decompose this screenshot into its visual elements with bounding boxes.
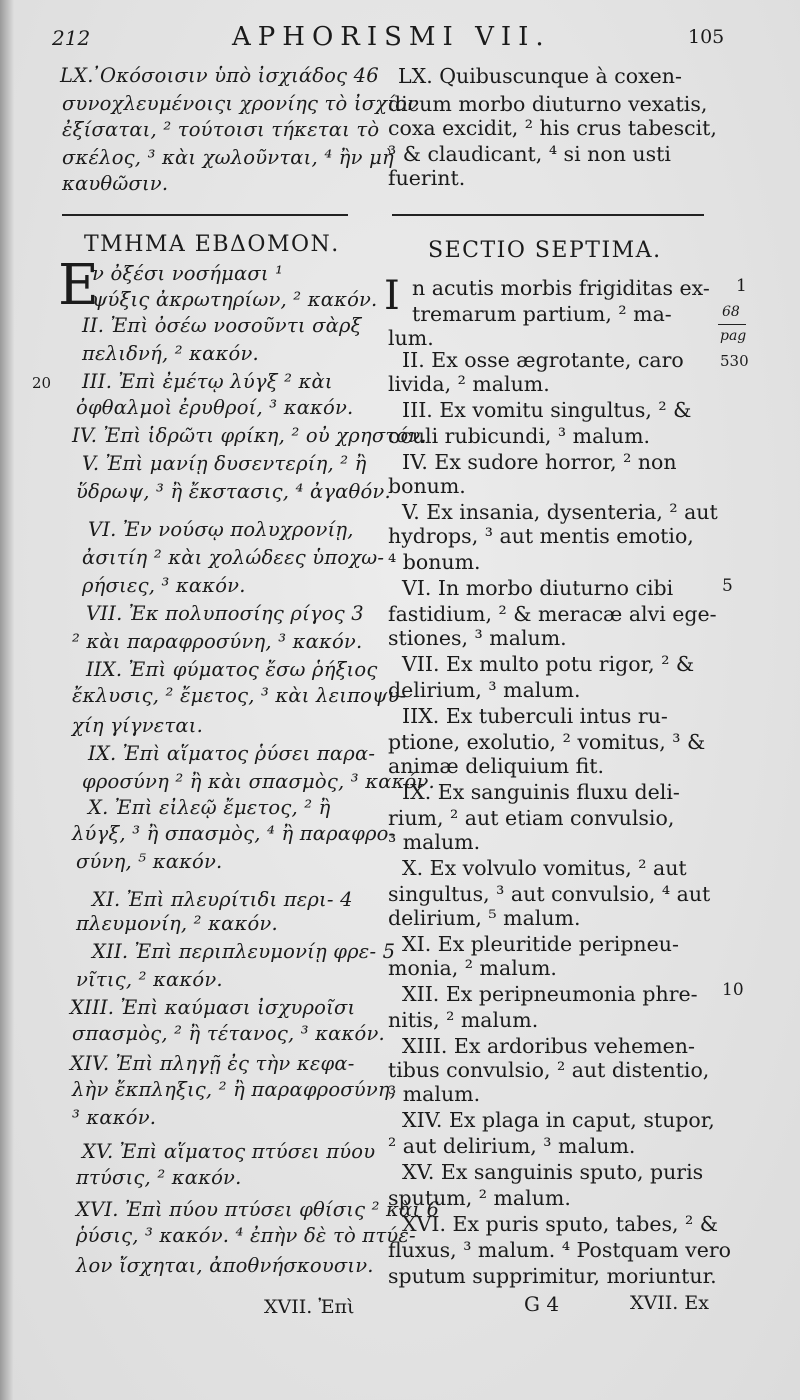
greek-body-line: ἔκλυσις, ² ἔμετος, ³ κὰι λειποψυ- bbox=[72, 684, 407, 707]
signature-mark: G 4 bbox=[524, 1292, 560, 1316]
greek-body-line: IX. Ἐπὶ αἵματος ῥύσει παρα- bbox=[88, 742, 376, 765]
greek-body-line: ἀσιτίη ² κὰι χολώδεες ὑποχω- bbox=[82, 546, 385, 569]
greek-body-line: λύγξ, ³ ἢ σπασμὸς, ⁴ ἢ παραφρο- bbox=[72, 822, 396, 845]
greek-body-line: VI. Ἐν νούσῳ πολυχρονίῃ, bbox=[88, 518, 354, 541]
greek-body-line: ψύξις ἀκρωτηρίων, ² κακόν. bbox=[92, 288, 378, 311]
greek-body-line: σπασμὸς, ² ἢ τέτανος, ³ κακόν. bbox=[72, 1022, 385, 1045]
greek-body-line: πλευμονίη, ² κακόν. bbox=[76, 912, 278, 935]
greek-body-line: XVI. Ἐπὶ πύου πτύσει φθίσις ² κὰι 6 bbox=[76, 1198, 440, 1221]
latin-body-line: delirium, ³ malum. bbox=[388, 678, 581, 702]
greek-body-line: IV. Ἐπὶ ἱδρῶτι φρίκη, ² οὐ χρηστόν. bbox=[72, 424, 427, 447]
latin-body-line: ³ malum. bbox=[388, 830, 481, 854]
latin-body-line: nitis, ² malum. bbox=[388, 1008, 539, 1032]
latin-body-line: VI. In morbo diuturno cibi bbox=[402, 576, 674, 600]
greek-body-line: ν ὀξέσι νοσήμασι ¹ bbox=[92, 262, 284, 285]
latin-section-title: SECTIO SEPTIMA. bbox=[428, 238, 662, 263]
greek-body-line: σύνη, ⁵ κακόν. bbox=[76, 850, 223, 873]
margin-page-ref: 68 bbox=[722, 304, 740, 320]
latin-body-line: delirium, ⁵ malum. bbox=[388, 906, 581, 930]
latin-body-line: sputum, ² malum. bbox=[388, 1186, 571, 1210]
greek-body-line: φροσύνη ² ἢ κὰι σπασμὸς, ³ κακόν. bbox=[82, 770, 435, 793]
greek-body-line: ὕδρωψ, ³ ἢ ἔκστασις, ⁴ ἀγαθόν. bbox=[76, 480, 391, 503]
latin-section-rule bbox=[392, 214, 704, 216]
latin-body-line: X. Ex volvulo vomitus, ² aut bbox=[402, 856, 687, 880]
latin-body-line: animæ deliquium fit. bbox=[388, 754, 605, 778]
latin-body-line: stiones, ³ malum. bbox=[388, 626, 567, 650]
latin-body-line: tremarum partium, ² ma- bbox=[412, 302, 672, 326]
latin-top-line: LX. Quibuscunque à coxen- bbox=[398, 64, 682, 88]
greek-body-line: χίη γίγνεται. bbox=[72, 714, 204, 737]
greek-body-line: XV. Ἐπὶ αἵματος πτύσει πύου bbox=[82, 1140, 376, 1163]
margin-number-5: 5 bbox=[722, 576, 733, 596]
latin-body-line: livida, ² malum. bbox=[388, 372, 550, 396]
page-number-left: 212 bbox=[52, 26, 91, 50]
latin-body-line: rium, ² aut etiam convulsio, bbox=[388, 806, 675, 830]
greek-body-line: V. Ἐπὶ μανίῃ δυσεντερίη, ² ἢ bbox=[82, 452, 367, 475]
greek-catchword: XVII. Ἐπὶ bbox=[264, 1296, 355, 1318]
latin-body-line: ⁴ bonum. bbox=[388, 550, 481, 574]
greek-body-line: ρήσιες, ³ κακόν. bbox=[82, 574, 246, 597]
greek-body-line: XII. Ἐπὶ περιπλευμονίῃ φρε- 5 bbox=[92, 940, 396, 963]
latin-top-line: fuerint. bbox=[388, 166, 466, 190]
greek-body-line: XI. Ἐπὶ πλευρίτιδι περι- 4 bbox=[92, 888, 353, 911]
latin-top-line: ³ & claudicant, ⁴ si non usti bbox=[388, 142, 671, 166]
margin-page-rule bbox=[718, 324, 746, 325]
latin-body-line: bonum. bbox=[388, 474, 466, 498]
greek-top-line: καυθῶσιν. bbox=[62, 172, 169, 195]
latin-body-line: XVI. Ex puris sputo, tabes, ² & bbox=[402, 1212, 718, 1236]
margin-pag-label: pag bbox=[720, 328, 747, 344]
latin-body-line: XIV. Ex plaga in caput, stupor, bbox=[402, 1108, 715, 1132]
latin-body-line: fluxus, ³ malum. ⁴ Postquam vero bbox=[388, 1238, 731, 1262]
latin-body-line: tibus convulsio, ² aut distentio, bbox=[388, 1058, 710, 1082]
running-header bbox=[0, 22, 800, 58]
greek-body-line: X. Ἐπὶ εἰλεῷ ἔμετος, ² ἢ bbox=[88, 796, 331, 819]
latin-body-line: lum. bbox=[388, 326, 434, 350]
latin-body-line: ² aut delirium, ³ malum. bbox=[388, 1134, 636, 1158]
greek-top-line: συνοχλευμένοιςι χρονίης τὸ ἰσχίον bbox=[62, 92, 420, 115]
latin-body-line: XII. Ex peripneumonia phre- bbox=[402, 982, 698, 1006]
greek-body-line: XIII. Ἐπὶ καύμασι ἰσχυροῖσι bbox=[70, 996, 356, 1019]
latin-body-line: IV. Ex sudore horror, ² non bbox=[402, 450, 677, 474]
greek-body-line: VII. Ἐκ πολυποσίης ρίγος 3 bbox=[86, 602, 364, 625]
margin-number-1: 1 bbox=[736, 276, 747, 296]
latin-body-line: n acutis morbis frigiditas ex- bbox=[412, 276, 710, 300]
latin-body-line: II. Ex osse ægrotante, caro bbox=[402, 348, 684, 372]
latin-body-line: XIII. Ex ardoribus vehemen- bbox=[402, 1034, 695, 1058]
greek-body-line: λον ἴσχηται, ἀποθνήσκουσιν. bbox=[76, 1254, 374, 1277]
greek-body-line: νῖτις, ² κακόν. bbox=[76, 968, 223, 991]
margin-number-20: 20 bbox=[32, 374, 52, 392]
greek-top-line: LX. ̓Οκόσοισιν ὑπὸ ἰσχιάδος 46 bbox=[60, 64, 379, 87]
latin-body-line: VII. Ex multo potu rigor, ² & bbox=[402, 652, 695, 676]
latin-body-line: singultus, ³ aut convulsio, ⁴ aut bbox=[388, 882, 711, 906]
latin-body-line: IIX. Ex tuberculi intus ru- bbox=[402, 704, 668, 728]
latin-body-line: hydrops, ³ aut mentis emotio, bbox=[388, 524, 694, 548]
greek-body-line: XIV. Ἐπὶ πληγῇ ἐς τὴν κεφα- bbox=[70, 1052, 355, 1075]
latin-body-line: ptione, exolutio, ² vomitus, ³ & bbox=[388, 730, 706, 754]
greek-body-line: III. Ἐπὶ ἐμέτῳ λύγξ ² κὰι bbox=[82, 370, 333, 393]
greek-body-line: ² κὰι παραφροσύνη, ³ κακόν. bbox=[72, 630, 363, 653]
latin-top-line: coxa excidit, ² his crus tabescit, bbox=[388, 116, 717, 140]
greek-top-line: σκέλος, ³ κὰι χωλοῦνται, ⁴ ἢν μὴ bbox=[62, 146, 394, 169]
greek-body-line: ὀφθαλμοὶ ἐρυθροί, ³ κακόν. bbox=[76, 396, 354, 419]
greek-section-rule bbox=[62, 214, 348, 216]
latin-body-line: IX. Ex sanguinis fluxu deli- bbox=[402, 780, 680, 804]
page-number-right: 105 bbox=[688, 26, 725, 48]
greek-body-line: ῥύσις, ³ κακόν. ⁴ ἐπὴν δὲ τὸ πτύε- bbox=[76, 1224, 416, 1247]
latin-body-line: ³ malum. bbox=[388, 1082, 481, 1106]
latin-body-line: fastidium, ² & meracæ alvi ege- bbox=[388, 602, 717, 626]
latin-catchword: XVII. Ex bbox=[630, 1292, 709, 1314]
running-title: APHORISMI VII. bbox=[232, 22, 551, 52]
latin-top-line: dicum morbo diuturno vexatis, bbox=[388, 92, 708, 116]
page-gutter-shadow bbox=[0, 0, 14, 1400]
greek-body-line: πελιδνή, ² κακόν. bbox=[82, 342, 259, 365]
margin-number-530: 530 bbox=[720, 352, 749, 370]
greek-body-line: II. Ἐπὶ ὀσέω νοσοῦντι σὰρξ bbox=[82, 314, 362, 337]
greek-dropcap: E bbox=[58, 253, 99, 318]
latin-body-line: XI. Ex pleuritide peripneu- bbox=[402, 932, 679, 956]
greek-body-line: πτύσις, ² κακόν. bbox=[76, 1166, 242, 1189]
margin-number-10: 10 bbox=[722, 980, 744, 1000]
greek-body-line: λὴν ἔκπληξις, ² ἢ παραφροσύνη, bbox=[72, 1078, 397, 1101]
latin-dropcap: I bbox=[384, 273, 400, 319]
latin-body-line: sputum supprimitur, moriuntur. bbox=[388, 1264, 717, 1288]
latin-body-line: XV. Ex sanguinis sputo, puris bbox=[402, 1160, 704, 1184]
greek-section-title: ΤΜΗΜΑ ΕΒΔΟΜΟΝ. bbox=[84, 232, 340, 257]
greek-body-line: ³ κακόν. bbox=[72, 1106, 157, 1129]
latin-body-line: monia, ² malum. bbox=[388, 956, 557, 980]
latin-body-line: V. Ex insania, dysenteria, ² aut bbox=[402, 500, 718, 524]
latin-body-line: III. Ex vomitu singultus, ² & bbox=[402, 398, 692, 422]
greek-body-line: IIX. Ἐπὶ φύματος ἔσω ῥήξιος bbox=[86, 658, 378, 681]
latin-body-line: oculi rubicundi, ³ malum. bbox=[388, 424, 651, 448]
greek-top-line: ἐξίσαται, ² τούτοισι τήκεται τὸ bbox=[62, 118, 380, 141]
